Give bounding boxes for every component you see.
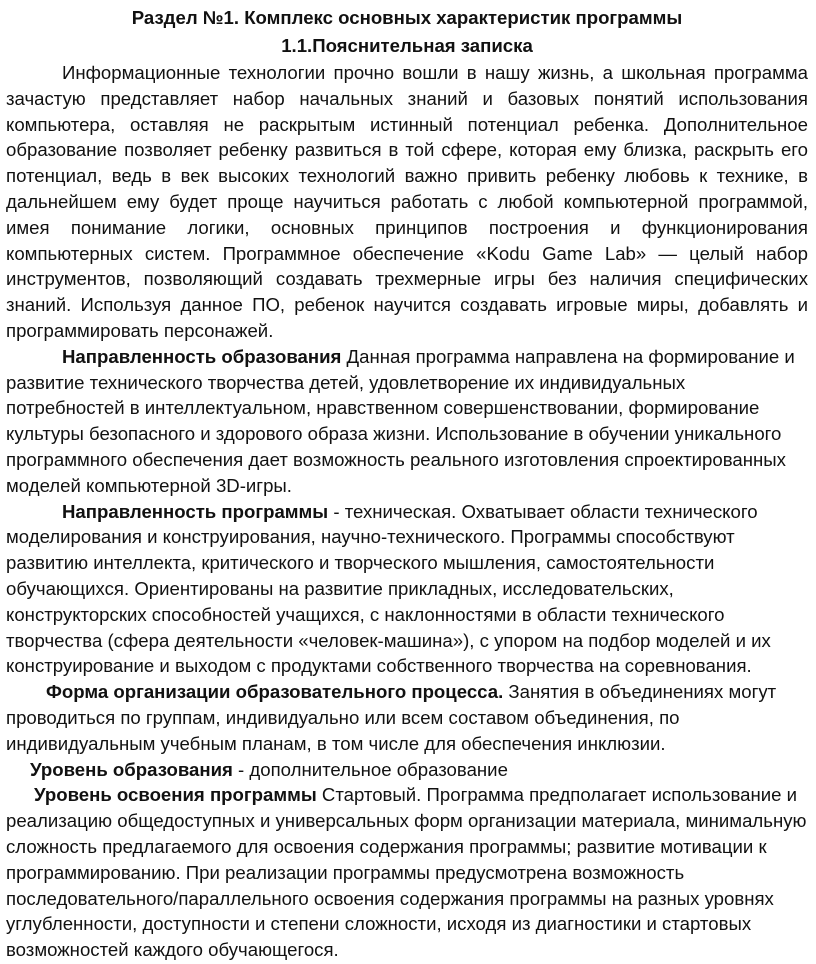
education-direction-paragraph xyxy=(6,344,808,499)
mastery-level-label: Уровень освоения программы xyxy=(34,784,317,806)
education-direction-text: Данная программа направлена на формирование и развитие технического творчества детей, удовлетворение их индивидуальных потребностей в интеллектуальном, нравственном совершенствовании, формирование культуры безопасного и здорового образа жизни. Использование в обучении уникального программного обеспечения дает возможность реального изготовления спроектированных моделей компьютерной 3D-игры. xyxy=(6,345,795,496)
section-title: Раздел №1. Комплекс основных характеристик программы xyxy=(131,7,683,28)
organization-form-label: Форма организации образовательного процесса. xyxy=(46,681,504,703)
program-direction-paragraph xyxy=(6,499,808,680)
organization-form-paragraph xyxy=(6,679,808,756)
program-direction-text: - техническая. Охватывает области технического моделирования и конструирования, научно-технического. Программы способствуют развитию интеллекта, критического и творческого мышления, самостоятельности обучающихся. Ориентированы на развитие прикладных, исследовательских, конструкторских способностей учащихся, с наклонностями в области технического творчества (сфера деятельности «человек-машина»), с упором на подбор моделей и их конструирование и выходом с продуктами собственного творчества на соревнования. xyxy=(6,500,771,677)
mastery-level-text: Стартовый. Программа предполагает использование и реализацию общедоступных и универсальных форм организации материала, минимальную сложность предлагаемого для освоения содержания программы; развитие мотивации к программированию. При реализации программы предусмотрена возможность последовательного/параллельного освоения содержания программы на разных уровнях углубленности, доступности и степени сложности, исходя из диагностики и стартовых возможностей каждого обучающегося. xyxy=(6,784,807,961)
education-level-label: Уровень образования xyxy=(30,758,233,780)
subsection-title: 1.1.Пояснительная записка xyxy=(281,35,533,56)
education-direction-label: Направленность образования xyxy=(62,345,342,367)
organization-form-text: Занятия в объединениях могут проводиться по группам, индивидуально или всем составом объединения, по индивидуальным учебным планам, в том числе для обеспечения инклюзии. xyxy=(6,681,777,754)
education-level-text: - дополнительное образование xyxy=(232,758,508,780)
program-direction-label: Направленность программы xyxy=(62,500,329,522)
education-level-paragraph xyxy=(6,757,808,783)
intro-paragraph: Информационные технологии прочно вошли в нашу жизнь, а школьная программа зачастую представляет набор начальных знаний и базовых понятий использования компьютера, оставляя не раскрытым истинный потенциал ребенка. Дополнительное образование позволяет ребенку развиться в той сфере, которая ему близка, раскрыть его потенциал, ведь в век высоких технологий важно привить ребенку любовь к технике, в дальнейшем ему будет проще научиться работать с любой компьютерной программой, имея понимание логики, основных принципов построения и функционирования компьютерных систем. Программное обеспечение «Kodu Game Lab» — целый набор инструментов, позволяющий создавать трехмерные игры без наличия специфических знаний. Используя данное ПО, ребенок научится создавать игровые миры, добавлять и программировать персонажей. xyxy=(6,62,808,341)
mastery-level-paragraph xyxy=(6,782,808,963)
